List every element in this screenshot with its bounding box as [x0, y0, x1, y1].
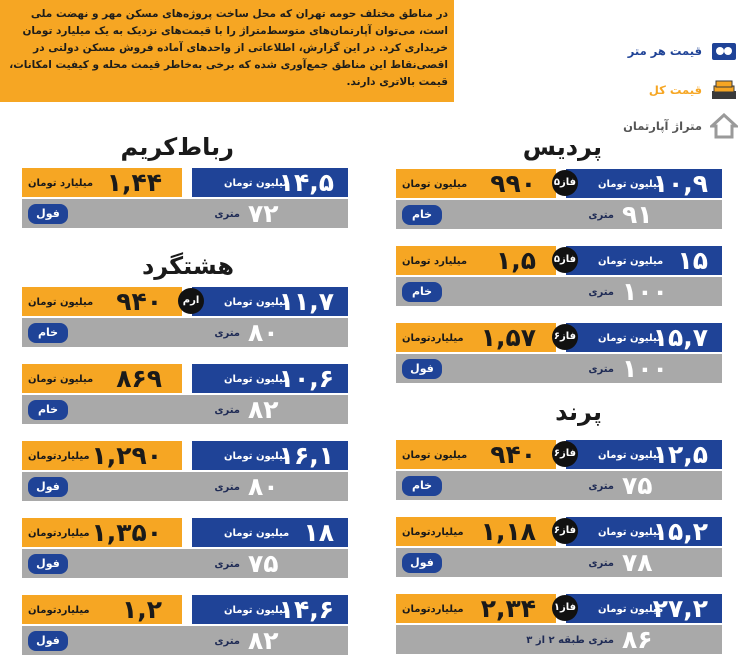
total-price-bar [396, 169, 556, 198]
total-price-bar [22, 168, 182, 197]
status-tag: خام [28, 400, 68, 420]
total-price-bar [22, 518, 182, 547]
per-meter-bar [192, 287, 348, 316]
phase-badge: فاز۱ [552, 595, 578, 621]
parand-listing-1 [396, 440, 722, 500]
legend-total-label: قیمت کل [648, 83, 702, 97]
area-bar [22, 318, 348, 347]
total-price-value: ۹۴۰ [116, 287, 162, 316]
area-bar [396, 548, 722, 577]
money-stack-icon [710, 78, 738, 102]
area-value: ۷۵ [248, 549, 279, 578]
status-tag: فول [28, 554, 68, 574]
pardis-title: پردیس [522, 133, 602, 161]
per-meter-unit: میلیون تومان [598, 179, 664, 190]
area-bar [22, 199, 348, 228]
per-meter-unit: میلیون تومان [598, 527, 664, 538]
status-tag: خام [28, 323, 68, 343]
per-meter-bar [192, 364, 348, 393]
status-tag: خام [402, 205, 442, 225]
total-unit: میلیون تومان [402, 450, 468, 461]
area-unit: متری [588, 481, 614, 492]
total-price-value: ۱,۱۸ [480, 517, 536, 546]
total-price-bar [396, 323, 556, 352]
total-price-value: ۸۶۹ [116, 364, 162, 393]
legend-per-meter-label: قیمت هر متر [627, 44, 702, 58]
hashtgerd-title: هشتگرد [141, 252, 234, 280]
area-bar [396, 200, 722, 229]
total-price-value: ۹۴۰ [490, 440, 536, 469]
status-tag: فول [402, 553, 442, 573]
area-unit: متری [214, 636, 240, 647]
phase-badge: فاز۵ [552, 247, 578, 273]
status-tag: خام [402, 282, 442, 302]
status-tag: فول [28, 631, 68, 651]
area-unit: متری [588, 364, 614, 375]
per-meter-value: ۱۵,۲ [652, 517, 708, 546]
phase-badge: ارم [178, 288, 204, 314]
area-value: ۷۵ [622, 471, 653, 500]
total-unit: میلیاردتومان [28, 605, 90, 616]
per-meter-value: ۱۸ [303, 518, 334, 547]
area-bar [396, 354, 722, 383]
per-meter-unit: میلیون تومان [598, 256, 664, 267]
pardis-listing-2 [396, 246, 722, 306]
legend-area-label: متراژ آپارتمان [623, 119, 702, 133]
per-meter-unit: میلیون تومان [224, 605, 290, 616]
area-value: ۸۲ [248, 395, 279, 424]
total-price-bar [22, 441, 182, 470]
hashtgerd-listing-4 [22, 518, 348, 578]
per-meter-bar [566, 440, 722, 469]
per-meter-unit: میلیون تومان [224, 528, 290, 539]
per-meter-unit: میلیون تومان [224, 451, 290, 462]
area-unit: متری [588, 287, 614, 298]
total-price-value: ۲,۳۴ [480, 594, 536, 623]
total-price-bar [396, 246, 556, 275]
area-unit: متری [214, 209, 240, 220]
pardis-listing-3 [396, 323, 722, 383]
parand-listing-2 [396, 517, 722, 577]
total-price-bar [396, 440, 556, 469]
parand-listing-3 [396, 594, 722, 654]
legend-per-meter [628, 38, 738, 64]
per-meter-bar [192, 441, 348, 470]
per-meter-bar [192, 595, 348, 624]
total-price-value: ۱,۵ [495, 246, 536, 275]
phase-badge: فاز۶ [552, 518, 578, 544]
total-price-value: ۱,۲۹۰ [91, 441, 162, 470]
total-price-value: ۱,۳۵۰ [91, 518, 162, 547]
area-bar [396, 277, 722, 306]
area-value: ۷۲ [248, 199, 279, 228]
house-icon [710, 114, 738, 138]
total-unit: میلیاردتومان [28, 528, 90, 539]
per-meter-value: ۱۵ [677, 246, 708, 275]
per-meter-unit: میلیون تومان [598, 450, 664, 461]
per-meter-value: ۱۰,۹ [652, 169, 708, 198]
total-price-value: ۱,۲ [121, 595, 162, 624]
per-meter-value: ۱۰,۶ [278, 364, 334, 393]
total-unit: میلیاردتومان [402, 604, 464, 615]
area-unit: متری [214, 482, 240, 493]
per-meter-bar [566, 323, 722, 352]
per-meter-unit: میلیون تومان [224, 374, 290, 385]
hashtgerd-listing-5 [22, 595, 348, 655]
area-value: ۱۰۰ [622, 277, 668, 306]
per-meter-bar [566, 169, 722, 198]
area-bar [396, 471, 722, 500]
total-unit: میلیون تومان [402, 179, 468, 190]
total-unit: میلیاردتومان [28, 451, 90, 462]
per-meter-value: ۱۶,۱ [278, 441, 334, 470]
total-price-bar [396, 517, 556, 546]
total-price-value: ۱,۵۷ [480, 323, 536, 352]
hashtgerd-listing-2 [22, 364, 348, 424]
per-meter-value: ۱۴,۵ [278, 168, 334, 197]
robat-listing-1 [22, 168, 348, 228]
pardis-listing-1 [396, 169, 722, 229]
per-meter-value: ۱۵,۷ [652, 323, 708, 352]
area-bar [22, 395, 348, 424]
area-value: ۸۰ [248, 318, 279, 347]
status-tag: فول [28, 204, 68, 224]
total-price-bar [22, 287, 182, 316]
per-meter-unit: میلیون تومان [598, 604, 664, 615]
area-unit: متری [214, 328, 240, 339]
total-unit: میلیون تومان [28, 297, 94, 308]
area-value: ۸۶ [622, 625, 653, 654]
area-unit: متری طبقه ۲ از ۳ [526, 635, 614, 646]
area-value: ۸۲ [248, 626, 279, 655]
total-unit: میلیاردتومان [402, 527, 464, 538]
area-bar [396, 625, 722, 654]
intro-text: در مناطق مختلف حومه تهران که محل ساخت پروژه‌های مسکن مهر و نهضت ملی است، می‌توان آپارتمان‌های متوسط‌متراژ را با قیمت‌های نزدیک به یک میلیارد تومان خریداری کرد. در این گزارش، اطلاعاتی از واحدهای آماده فروش مسکن دولتی در اقصی‌نقاط این مناطق جمع‌آوری شده که برخی به‌خاطر قیمت محله و کیفیت امکانات، قیمت بالاتری دارند. [9, 8, 448, 88]
per-meter-bar [192, 518, 348, 547]
robat-title: رباط‌کریم [120, 133, 234, 161]
per-meter-value: ۲۷,۲ [652, 594, 708, 623]
total-price-bar [396, 594, 556, 623]
total-price-value: ۹۹۰ [490, 169, 536, 198]
intro-box [0, 0, 454, 102]
area-value: ۷۸ [622, 548, 653, 577]
status-tag: خام [402, 476, 442, 496]
total-unit: میلیارد تومان [28, 178, 94, 189]
coins-icon [710, 39, 738, 63]
area-value: ۱۰۰ [622, 354, 668, 383]
per-meter-bar [566, 246, 722, 275]
total-unit: میلیارد تومان [402, 256, 468, 267]
per-meter-unit: میلیون تومان [224, 178, 290, 189]
area-bar [22, 549, 348, 578]
total-price-bar [22, 364, 182, 393]
per-meter-unit: میلیون تومان [598, 333, 664, 344]
total-unit: میلیاردتومان [402, 333, 464, 344]
per-meter-bar [192, 168, 348, 197]
total-unit: میلیون تومان [28, 374, 94, 385]
area-value: ۹۱ [622, 200, 653, 229]
status-tag: فول [28, 477, 68, 497]
per-meter-value: ۱۱,۷ [278, 287, 334, 316]
per-meter-unit: میلیون تومان [224, 297, 290, 308]
phase-badge: فاز۶ [552, 441, 578, 467]
legend-total [649, 77, 738, 103]
parand-title: پرند [555, 398, 602, 426]
area-value: ۸۰ [248, 472, 279, 501]
per-meter-value: ۱۲,۵ [652, 440, 708, 469]
hashtgerd-listing-1 [22, 287, 348, 347]
phase-badge: فاز۶ [552, 324, 578, 350]
per-meter-bar [566, 517, 722, 546]
total-price-bar [22, 595, 182, 624]
area-unit: متری [588, 210, 614, 221]
hashtgerd-listing-3 [22, 441, 348, 501]
area-bar [22, 472, 348, 501]
area-unit: متری [214, 405, 240, 416]
legend-area [623, 113, 738, 139]
phase-badge: فاز۵ [552, 170, 578, 196]
area-bar [22, 626, 348, 655]
area-unit: متری [588, 558, 614, 569]
status-tag: فول [402, 359, 442, 379]
per-meter-bar [566, 594, 722, 623]
total-price-value: ۱,۴۴ [106, 168, 162, 197]
per-meter-value: ۱۴,۶ [278, 595, 334, 624]
area-unit: متری [214, 559, 240, 570]
